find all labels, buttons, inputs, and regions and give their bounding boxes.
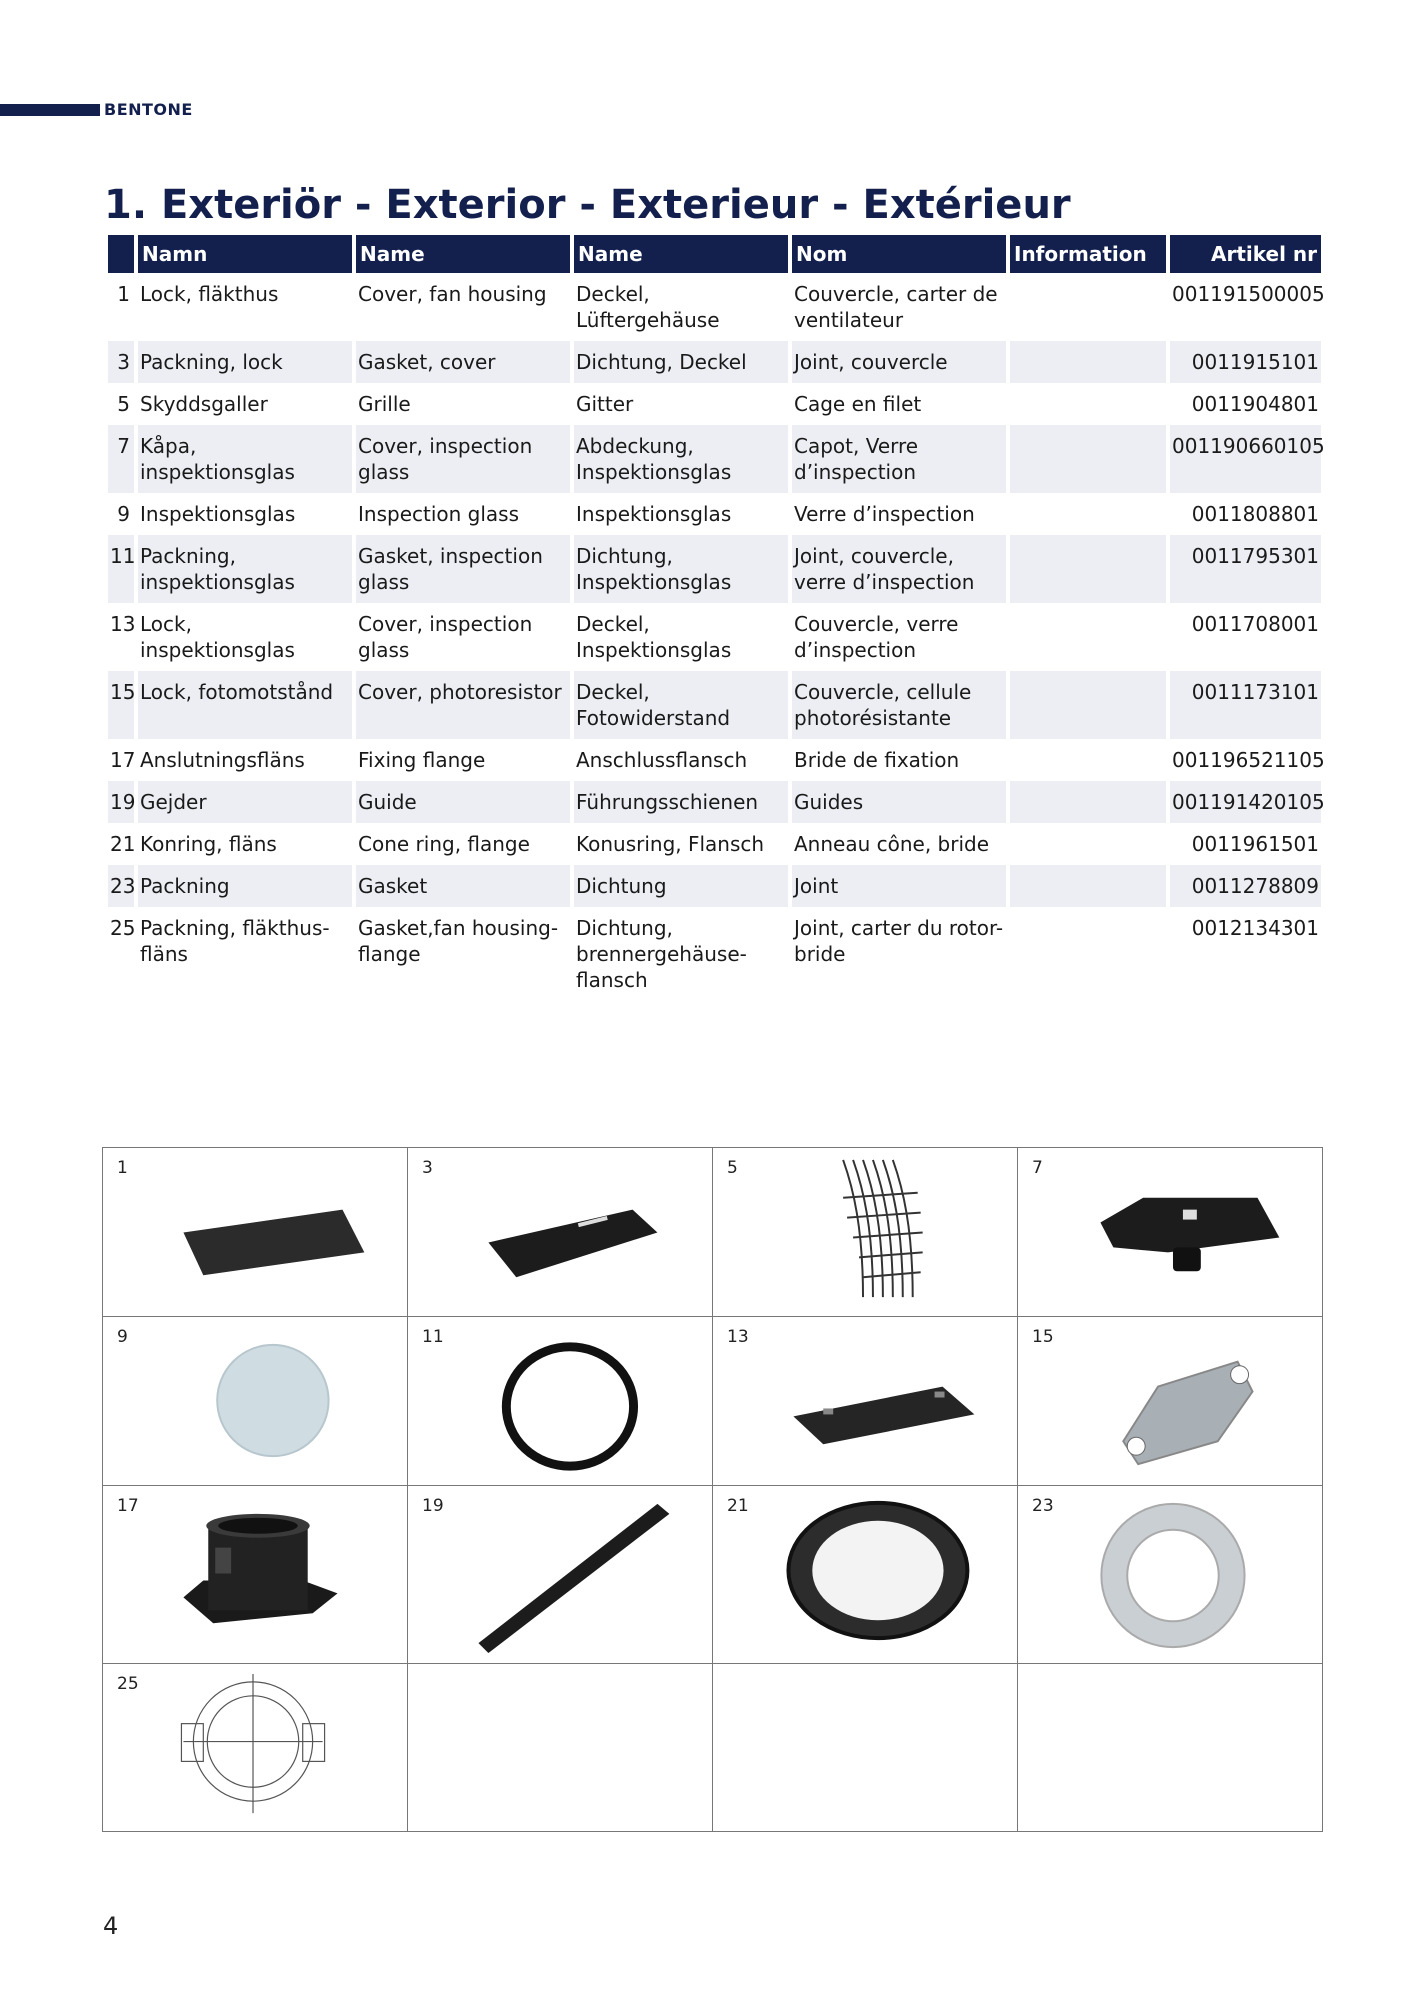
name-sv: Packning, lock: [138, 341, 352, 383]
table-row: [108, 865, 1321, 907]
grille-icon: [713, 1148, 1017, 1316]
name-sv: Packning, fläkthus-fläns: [140, 916, 330, 966]
image-label: 19: [422, 1496, 444, 1516]
gasket-sheet-icon: [408, 1148, 712, 1316]
table-row: [108, 781, 1321, 823]
article-number: 0011795301: [1170, 535, 1321, 603]
image-cell: [408, 1317, 713, 1486]
row-position: 1: [117, 282, 130, 306]
image-cell: [713, 1486, 1018, 1664]
header-artikel-nr: Artikel nr: [1170, 235, 1321, 273]
article-number: 0011278809: [1170, 865, 1321, 907]
name-sv: Kåpa, inspektionsglas: [138, 425, 352, 493]
information: [1010, 865, 1166, 907]
image-label: 11: [422, 1327, 444, 1347]
image-label: 23: [1032, 1496, 1054, 1516]
name-fr: Cage en filet: [794, 392, 922, 416]
name-fr: Guides: [792, 781, 1006, 823]
table-row: [108, 603, 1321, 671]
name-en: Grille: [358, 392, 411, 416]
name-en: Cover, inspection glass: [356, 425, 570, 493]
name-en: Cover, inspection glass: [358, 612, 533, 662]
image-cell: [713, 1317, 1018, 1486]
article-number: 0011961501: [1191, 832, 1319, 856]
name-sv: Inspektionsglas: [140, 502, 296, 526]
row-position: 25: [110, 916, 136, 940]
table-row: [108, 671, 1321, 739]
empty-cell: [1018, 1664, 1323, 1832]
page-number: 4: [103, 1912, 119, 1940]
inspection-glass-icon: [103, 1317, 407, 1485]
header-nom: Nom: [792, 235, 1006, 273]
image-cell: [1018, 1317, 1323, 1486]
row-position: 3: [108, 341, 134, 383]
row-position: 19: [108, 781, 134, 823]
name-de: Abdeckung, Inspektionsglas: [574, 425, 788, 493]
image-cell: [103, 1486, 408, 1664]
name-fr: Couvercle, carter de ventilateur: [794, 282, 998, 332]
image-label: 7: [1032, 1158, 1043, 1178]
row-position: 23: [108, 865, 134, 907]
name-sv: Skyddsgaller: [140, 392, 268, 416]
empty-cell: [408, 1664, 713, 1832]
cone-ring-icon: [713, 1486, 1017, 1663]
name-sv: Packning, inspektionsglas: [138, 535, 352, 603]
name-de: Deckel, Fotowiderstand: [574, 671, 788, 739]
table-row: [108, 341, 1321, 383]
inspection-cover-icon: [1018, 1148, 1322, 1316]
name-fr: Couvercle, verre d’inspection: [794, 612, 959, 662]
name-sv: Packning: [138, 865, 352, 907]
name-en: Cover, photoresistor: [356, 671, 570, 739]
header-name-de: Name: [574, 235, 788, 273]
name-fr: Joint, couvercle: [792, 341, 1006, 383]
table-row: [108, 383, 1321, 425]
name-de: Gitter: [576, 392, 634, 416]
row-position: 9: [117, 502, 130, 526]
cover-plate-icon: [103, 1148, 407, 1316]
article-number: 0011708001: [1191, 612, 1319, 636]
name-en: Gasket, inspection glass: [356, 535, 570, 603]
name-de: Dichtung, Inspektionsglas: [574, 535, 788, 603]
information: [1010, 273, 1166, 341]
name-de: Anschlussflansch: [576, 748, 748, 772]
article-number: 0011173101: [1170, 671, 1321, 739]
name-fr: Verre d’inspection: [794, 502, 975, 526]
name-fr: Joint, carter du rotor-bride: [794, 916, 1004, 966]
name-sv: Lock, fläkthus: [140, 282, 279, 306]
name-de: Dichtung: [574, 865, 788, 907]
page-title: 1. Exteriör - Exterior - Exterieur - Extérieur: [104, 182, 1071, 228]
name-en: Cover, fan housing: [358, 282, 547, 306]
article-number: 001191420105: [1170, 781, 1321, 823]
information: [1010, 739, 1166, 781]
header-name-en: Name: [356, 235, 570, 273]
information: [1010, 383, 1166, 425]
image-cell: [1018, 1148, 1323, 1317]
image-label: 17: [117, 1496, 139, 1516]
information: [1010, 425, 1166, 493]
image-cell: [408, 1148, 713, 1317]
image-label: 5: [727, 1158, 738, 1178]
name-en: Gasket: [356, 865, 570, 907]
image-cell: [103, 1664, 408, 1832]
name-sv: Lock, fotomotstånd: [138, 671, 352, 739]
name-fr: Joint, couvercle, verre d’inspection: [792, 535, 1006, 603]
name-de: Führungsschienen: [574, 781, 788, 823]
header-information: Information: [1010, 235, 1166, 273]
name-sv: Lock, inspektionsglas: [140, 612, 295, 662]
image-cell: [408, 1486, 713, 1664]
header-namn: Namn: [138, 235, 352, 273]
article-number: 0011904801: [1191, 392, 1319, 416]
image-label: 15: [1032, 1327, 1054, 1347]
row-position: 13: [110, 612, 136, 636]
name-de: Dichtung, brennergehäuse-flansch: [576, 916, 747, 992]
name-de: Deckel, Lüftergehäuse: [576, 282, 720, 332]
name-sv: Konring, fläns: [140, 832, 277, 856]
row-position: 5: [117, 392, 130, 416]
image-cell: [103, 1317, 408, 1486]
table-row: [108, 493, 1321, 535]
image-label: 1: [117, 1158, 128, 1178]
article-number: 0012134301: [1191, 916, 1319, 940]
information: [1010, 493, 1166, 535]
table-row: [108, 823, 1321, 865]
name-de: Dichtung, Deckel: [574, 341, 788, 383]
row-position: 7: [108, 425, 134, 493]
name-sv: Anslutningsfläns: [140, 748, 305, 772]
cover-bar-icon: [713, 1317, 1017, 1485]
name-de: Konusring, Flansch: [576, 832, 765, 856]
fixing-flange-icon: [103, 1486, 407, 1663]
information: [1010, 907, 1166, 1001]
information: [1010, 781, 1166, 823]
photoresistor-cover-icon: [1018, 1317, 1322, 1485]
name-en: Gasket,fan housing-flange: [358, 916, 559, 966]
table-row: [108, 907, 1321, 1001]
image-cell: [1018, 1486, 1323, 1664]
name-de: Inspektionsglas: [576, 502, 732, 526]
name-fr: Joint: [792, 865, 1006, 907]
table-row: [108, 273, 1321, 341]
row-position: 21: [110, 832, 136, 856]
parts-table: [104, 235, 1325, 1001]
name-en: Guide: [356, 781, 570, 823]
information: [1010, 823, 1166, 865]
image-cell: [713, 1148, 1018, 1317]
image-label: 21: [727, 1496, 749, 1516]
name-en: Inspection glass: [358, 502, 520, 526]
name-fr: Anneau cône, bride: [794, 832, 990, 856]
flat-gasket-icon: [1018, 1486, 1322, 1663]
name-en: Fixing flange: [358, 748, 486, 772]
gasket-ring-icon: [408, 1317, 712, 1485]
brand-bar: [0, 104, 100, 116]
table-row: [108, 535, 1321, 603]
information: [1010, 535, 1166, 603]
name-fr: Couvercle, cellule photorésistante: [792, 671, 1006, 739]
article-number: 001191500005: [1172, 282, 1325, 306]
information: [1010, 671, 1166, 739]
article-number: 001196521105: [1172, 748, 1325, 772]
image-label: 3: [422, 1158, 433, 1178]
article-number: 001190660105: [1170, 425, 1321, 493]
brand-name: BENTONE: [104, 100, 193, 119]
header-pos: [108, 235, 134, 273]
article-number: 0011915101: [1170, 341, 1321, 383]
name-en: Cone ring, flange: [358, 832, 530, 856]
image-label: 9: [117, 1327, 128, 1347]
information: [1010, 603, 1166, 671]
flange-gasket-drawing-icon: [103, 1664, 407, 1831]
row-position: 17: [110, 748, 136, 772]
name-fr: Bride de fixation: [794, 748, 960, 772]
row-position: 11: [108, 535, 134, 603]
table-row: [108, 425, 1321, 493]
row-position: 15: [108, 671, 134, 739]
table-header: [108, 235, 1321, 273]
guide-rail-icon: [408, 1486, 712, 1663]
name-sv: Gejder: [138, 781, 352, 823]
empty-cell: [713, 1664, 1018, 1832]
information: [1010, 341, 1166, 383]
image-label: 25: [117, 1674, 139, 1694]
article-number: 0011808801: [1191, 502, 1319, 526]
parts-image-grid: [102, 1147, 1323, 1832]
name-en: Gasket, cover: [356, 341, 570, 383]
table-row: [108, 739, 1321, 781]
image-label: 13: [727, 1327, 749, 1347]
name-fr: Capot, Verre d’inspection: [792, 425, 1006, 493]
image-cell: [103, 1148, 408, 1317]
name-de: Deckel, Inspektionsglas: [576, 612, 732, 662]
